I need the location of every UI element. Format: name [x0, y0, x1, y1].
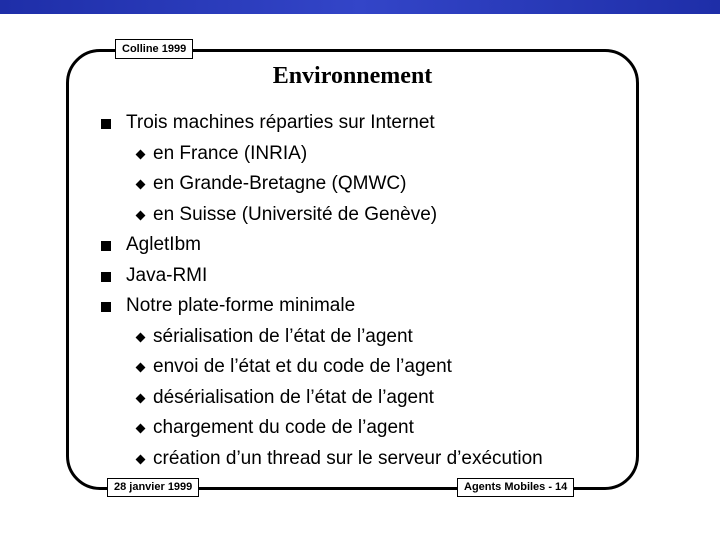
list-item	[96, 352, 616, 383]
list-item-text: en Grande-Bretagne (QMWC)	[153, 173, 407, 194]
slide-title: Environnement	[272, 63, 433, 89]
list-item-text: Java-RMI	[126, 264, 208, 286]
list-item	[96, 413, 616, 444]
diamond-bullet-icon	[136, 363, 146, 373]
list-item-text: chargement du code de l’agent	[153, 417, 414, 438]
diamond-bullet-icon	[136, 454, 146, 464]
list-item-text: Trois machines réparties sur Internet	[126, 112, 435, 133]
square-bullet-icon	[101, 119, 111, 129]
diamond-bullet-icon	[136, 210, 146, 220]
list-item-text: en Suisse (Université de Genève)	[153, 203, 438, 225]
list-item	[96, 139, 616, 170]
list-item-text: en France (INRIA)	[153, 142, 308, 164]
list-item	[96, 383, 616, 414]
list-item-text: désérialisation de l’état de l’agent	[153, 386, 434, 408]
list-item	[96, 200, 616, 231]
square-bullet-icon	[101, 241, 111, 251]
list-item-text: sérialisation de l’état de l’agent	[153, 325, 413, 347]
diamond-bullet-icon	[136, 424, 146, 434]
footer-slide-number: Agents Mobiles - 14	[457, 478, 574, 497]
diamond-bullet-icon	[136, 149, 146, 159]
footer-date: 28 janvier 1999	[107, 478, 199, 497]
square-bullet-icon	[101, 272, 111, 282]
list-item	[96, 169, 616, 200]
bullet-list	[96, 108, 616, 474]
diamond-bullet-icon	[136, 393, 146, 403]
list-item	[96, 108, 616, 139]
list-item	[96, 261, 616, 292]
list-item	[96, 322, 616, 353]
square-bullet-icon	[101, 302, 111, 312]
diamond-bullet-icon	[136, 180, 146, 190]
top-color-bar	[0, 0, 720, 14]
header-label: Colline 1999	[115, 39, 193, 59]
list-item-text: AgletIbm	[126, 234, 201, 255]
list-item-text: envoi de l’état et du code de l’agent	[153, 356, 452, 377]
list-item	[96, 230, 616, 261]
list-item	[96, 444, 616, 475]
list-item-text: Notre plate-forme minimale	[126, 295, 356, 316]
list-item	[96, 291, 616, 322]
list-item-text: création d’un thread sur le serveur d’exécution	[153, 447, 543, 469]
diamond-bullet-icon	[136, 332, 146, 342]
